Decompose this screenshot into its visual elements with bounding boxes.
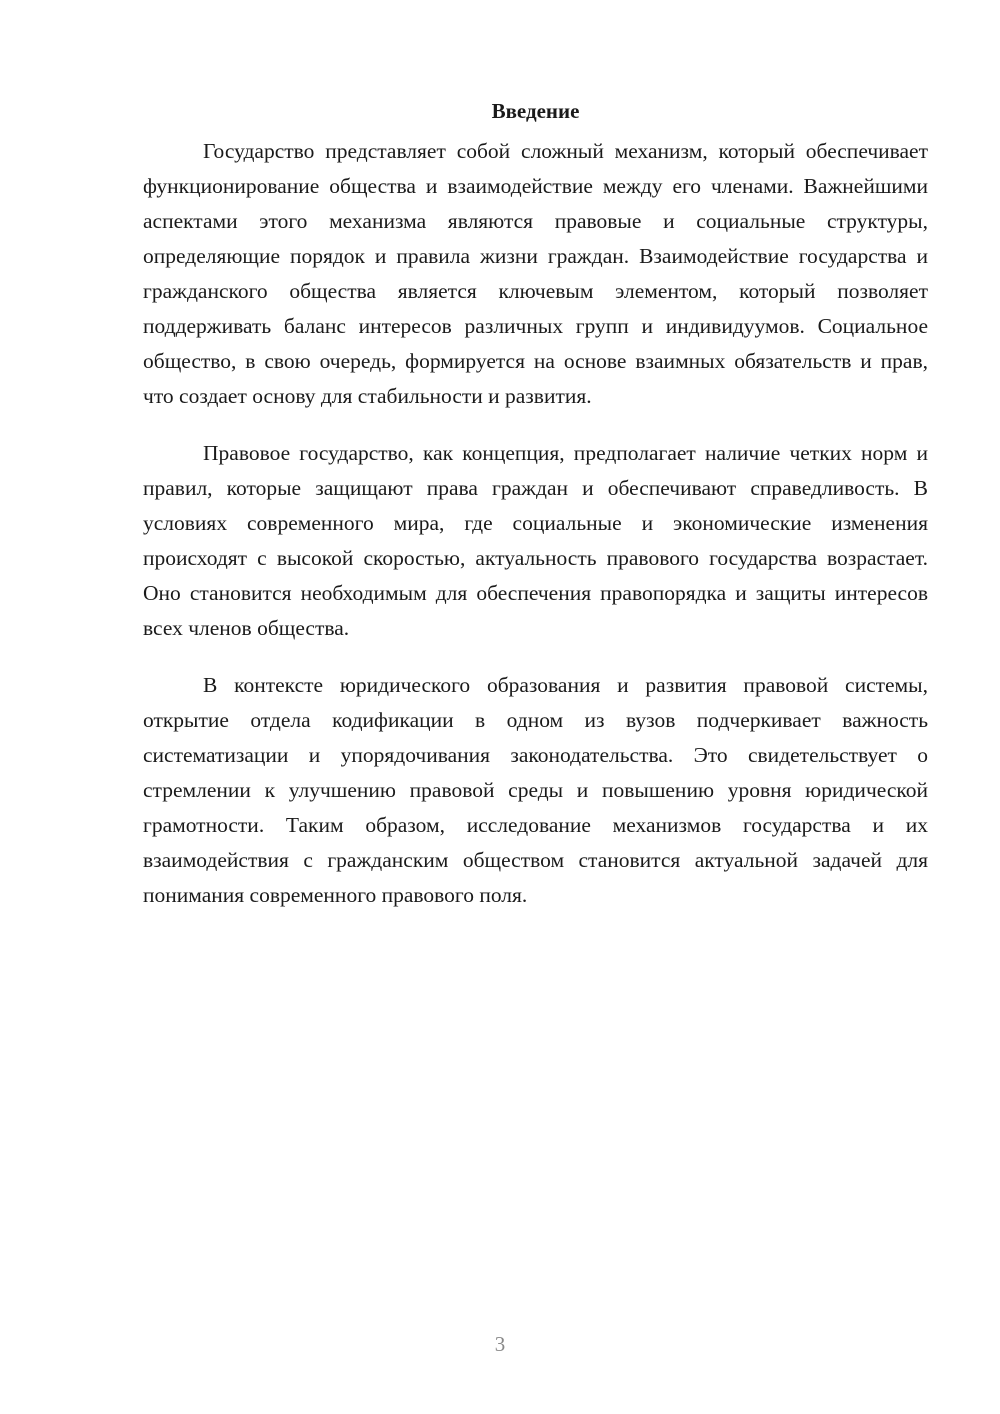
page-content [143,94,928,935]
paragraph-1: Государство представляет собой сложный механизм, который обеспечивает функционирование общества и взаимодействие между его членами. Важнейшими аспектами этого механизма являются правовые и социальные структуры, определяющие порядок и правила жизни граждан. Взаимодействие государства и гражданского общества является ключевым элементом, который позволяет поддерживать баланс интересов различных групп и индивидуумов. Социальное общество, в свою очередь, формируется на основе взаимных обязательств и прав, что создает основу для стабильности и развития. [143,139,928,408]
paragraph-3: В контексте юридического образования и развития правовой системы, открытие отдела кодификации в одном из вузов подчеркивает важность систематизации и упорядочивания законодательства. Это свидетельствует о стремлении к улучшению правовой среды и повышению уровня юридической грамотности. Таким образом, исследование механизмов государства и их взаимодействия с гражданским обществом становится актуальной задачей для понимания современного правового поля. [143,673,928,907]
page-number: 3 [494,1332,506,1356]
section-heading: Введение [491,99,580,123]
paragraph-2: Правовое государство, как концепция, предполагает наличие четких норм и правил, которые защищают права граждан и обеспечивают справедливость. В условиях современного мира, где социальные и экономические изменения происходят с высокой скоростью, актуальность правового государства возрастает. Оно становится необходимым для обеспечения правопорядка и защиты интересов всех членов общества. [143,441,928,640]
